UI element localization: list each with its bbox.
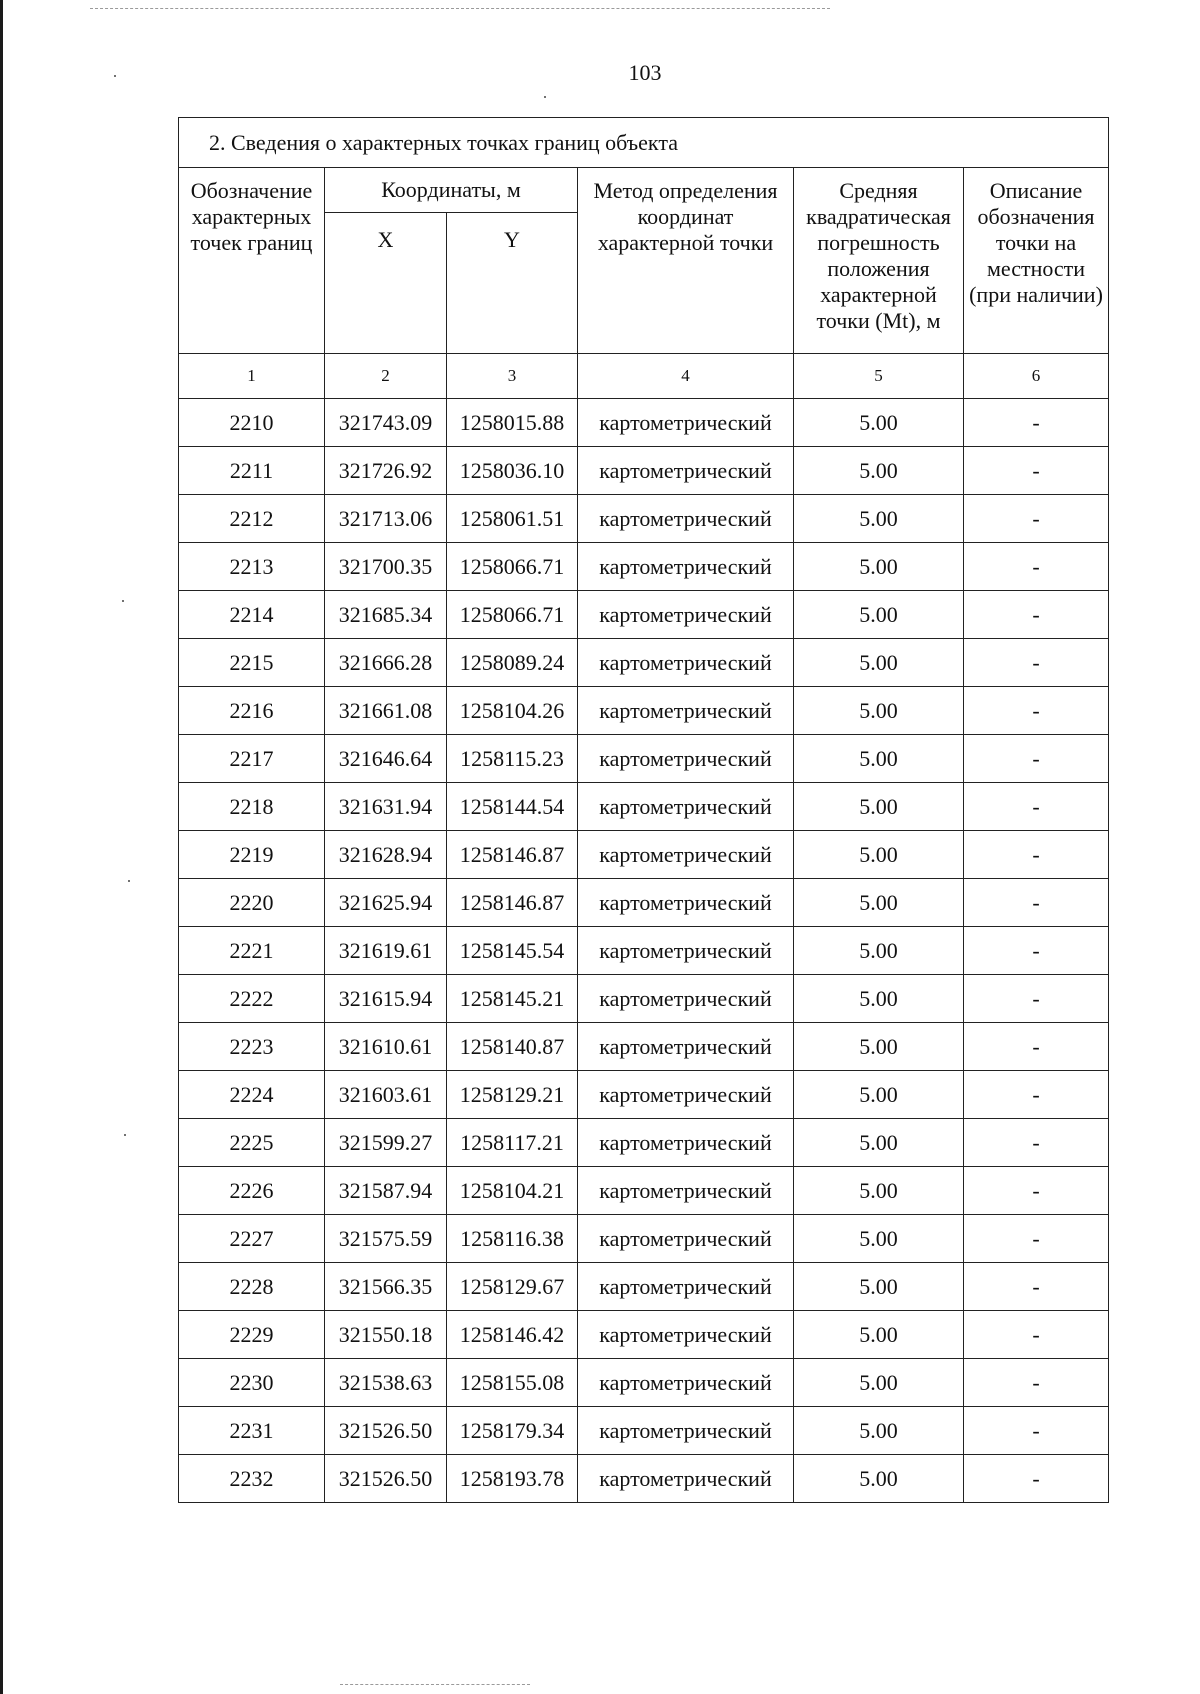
x-coordinate-cell: 321587.94 xyxy=(325,1167,447,1215)
point-id-cell: 2215 xyxy=(179,639,325,687)
description-cell: - xyxy=(964,831,1109,879)
x-coordinate-cell: 321566.35 xyxy=(325,1263,447,1311)
description-cell: - xyxy=(964,1263,1109,1311)
y-coordinate-cell: 1258117.21 xyxy=(447,1119,578,1167)
table-row xyxy=(179,1311,1109,1359)
x-coordinate-cell: 321526.50 xyxy=(325,1407,447,1455)
table-row xyxy=(179,1119,1109,1167)
error-cell: 5.00 xyxy=(794,543,964,591)
column-number-row xyxy=(179,354,1109,399)
x-coordinate-cell: 321526.50 xyxy=(325,1455,447,1503)
x-coordinate-cell: 321599.27 xyxy=(325,1119,447,1167)
y-coordinate-cell: 1258104.26 xyxy=(447,687,578,735)
point-id-cell: 2229 xyxy=(179,1311,325,1359)
table-row xyxy=(179,879,1109,927)
x-coordinate-cell: 321631.94 xyxy=(325,783,447,831)
x-coordinate-cell: 321700.35 xyxy=(325,543,447,591)
point-id-cell: 2213 xyxy=(179,543,325,591)
table-row xyxy=(179,1359,1109,1407)
error-cell: 5.00 xyxy=(794,831,964,879)
point-id-cell: 2210 xyxy=(179,399,325,447)
header-row-1 xyxy=(179,168,1109,213)
y-coordinate-cell: 1258193.78 xyxy=(447,1455,578,1503)
x-coordinate-cell: 321743.09 xyxy=(325,399,447,447)
scan-left-edge xyxy=(0,0,3,1694)
y-coordinate-cell: 1258140.87 xyxy=(447,1023,578,1071)
method-cell: картометрический xyxy=(578,1071,794,1119)
table-row xyxy=(179,495,1109,543)
y-coordinate-cell: 1258104.21 xyxy=(447,1167,578,1215)
scan-bottom-edge xyxy=(340,1684,530,1685)
method-cell: картометрический xyxy=(578,783,794,831)
method-cell: картометрический xyxy=(578,927,794,975)
y-coordinate-cell: 1258089.24 xyxy=(447,639,578,687)
point-id-cell: 2219 xyxy=(179,831,325,879)
table-row xyxy=(179,687,1109,735)
point-id-cell: 2214 xyxy=(179,591,325,639)
y-coordinate-cell: 1258129.67 xyxy=(447,1263,578,1311)
error-cell: 5.00 xyxy=(794,1263,964,1311)
point-id-cell: 2216 xyxy=(179,687,325,735)
error-cell: 5.00 xyxy=(794,639,964,687)
y-coordinate-cell: 1258061.51 xyxy=(447,495,578,543)
error-cell: 5.00 xyxy=(794,1071,964,1119)
y-coordinate-cell: 1258146.42 xyxy=(447,1311,578,1359)
boundary-points-table xyxy=(178,117,1109,1503)
description-cell: - xyxy=(964,543,1109,591)
y-coordinate-cell: 1258036.10 xyxy=(447,447,578,495)
header-method: Метод определения координат характерной точки xyxy=(578,168,794,354)
method-cell: картометрический xyxy=(578,975,794,1023)
error-cell: 5.00 xyxy=(794,783,964,831)
description-cell: - xyxy=(964,1455,1109,1503)
table-row xyxy=(179,927,1109,975)
description-cell: - xyxy=(964,879,1109,927)
point-id-cell: 2223 xyxy=(179,1023,325,1071)
method-cell: картометрический xyxy=(578,1455,794,1503)
error-cell: 5.00 xyxy=(794,735,964,783)
scan-speck xyxy=(124,1134,126,1136)
method-cell: картометрический xyxy=(578,735,794,783)
error-cell: 5.00 xyxy=(794,1215,964,1263)
table-row xyxy=(179,1407,1109,1455)
table-row xyxy=(179,1023,1109,1071)
column-number: 3 xyxy=(447,354,578,399)
description-cell: - xyxy=(964,1311,1109,1359)
x-coordinate-cell: 321726.92 xyxy=(325,447,447,495)
description-cell: - xyxy=(964,495,1109,543)
x-coordinate-cell: 321646.64 xyxy=(325,735,447,783)
description-cell: - xyxy=(964,1023,1109,1071)
error-cell: 5.00 xyxy=(794,927,964,975)
table-row xyxy=(179,783,1109,831)
point-id-cell: 2221 xyxy=(179,927,325,975)
y-coordinate-cell: 1258115.23 xyxy=(447,735,578,783)
scan-speck xyxy=(122,600,124,602)
point-id-cell: 2220 xyxy=(179,879,325,927)
method-cell: картометрический xyxy=(578,543,794,591)
error-cell: 5.00 xyxy=(794,447,964,495)
table-row xyxy=(179,543,1109,591)
description-cell: - xyxy=(964,975,1109,1023)
x-coordinate-cell: 321713.06 xyxy=(325,495,447,543)
table-row xyxy=(179,1215,1109,1263)
section-title: 2. Сведения о характерных точках границ объекта xyxy=(179,118,1109,168)
point-id-cell: 2230 xyxy=(179,1359,325,1407)
y-coordinate-cell: 1258015.88 xyxy=(447,399,578,447)
description-cell: - xyxy=(964,783,1109,831)
y-coordinate-cell: 1258145.54 xyxy=(447,927,578,975)
method-cell: картометрический xyxy=(578,1407,794,1455)
x-coordinate-cell: 321610.61 xyxy=(325,1023,447,1071)
description-cell: - xyxy=(964,591,1109,639)
x-coordinate-cell: 321615.94 xyxy=(325,975,447,1023)
x-coordinate-cell: 321575.59 xyxy=(325,1215,447,1263)
point-id-cell: 2217 xyxy=(179,735,325,783)
method-cell: картометрический xyxy=(578,879,794,927)
description-cell: - xyxy=(964,1071,1109,1119)
section-title-row xyxy=(179,118,1109,168)
error-cell: 5.00 xyxy=(794,1167,964,1215)
x-coordinate-cell: 321603.61 xyxy=(325,1071,447,1119)
point-id-cell: 2227 xyxy=(179,1215,325,1263)
error-cell: 5.00 xyxy=(794,687,964,735)
point-id-cell: 2222 xyxy=(179,975,325,1023)
error-cell: 5.00 xyxy=(794,1359,964,1407)
y-coordinate-cell: 1258179.34 xyxy=(447,1407,578,1455)
point-id-cell: 2232 xyxy=(179,1455,325,1503)
table-row xyxy=(179,1455,1109,1503)
point-id-cell: 2212 xyxy=(179,495,325,543)
column-number: 5 xyxy=(794,354,964,399)
error-cell: 5.00 xyxy=(794,591,964,639)
description-cell: - xyxy=(964,1359,1109,1407)
method-cell: картометрический xyxy=(578,1359,794,1407)
point-id-cell: 2218 xyxy=(179,783,325,831)
scan-top-edge xyxy=(90,8,830,9)
method-cell: картометрический xyxy=(578,639,794,687)
description-cell: - xyxy=(964,735,1109,783)
point-id-cell: 2225 xyxy=(179,1119,325,1167)
method-cell: картометрический xyxy=(578,1311,794,1359)
table-row xyxy=(179,1071,1109,1119)
column-number: 2 xyxy=(325,354,447,399)
y-coordinate-cell: 1258145.21 xyxy=(447,975,578,1023)
method-cell: картометрический xyxy=(578,1167,794,1215)
y-coordinate-cell: 1258116.38 xyxy=(447,1215,578,1263)
method-cell: картометрический xyxy=(578,1119,794,1167)
description-cell: - xyxy=(964,927,1109,975)
page-number: 103 xyxy=(628,60,662,85)
error-cell: 5.00 xyxy=(794,399,964,447)
method-cell: картометрический xyxy=(578,447,794,495)
header-coordinates: Координаты, м xyxy=(325,168,578,213)
header-description: Описание обозначения точки на местности (при наличии) xyxy=(964,168,1109,354)
method-cell: картометрический xyxy=(578,1023,794,1071)
method-cell: картометрический xyxy=(578,399,794,447)
header-y: Y xyxy=(447,213,578,354)
header-error: Средняя квадратическая погрешность положения характерной точки (Mt), м xyxy=(794,168,964,354)
error-cell: 5.00 xyxy=(794,1119,964,1167)
table-row xyxy=(179,1167,1109,1215)
y-coordinate-cell: 1258066.71 xyxy=(447,591,578,639)
point-id-cell: 2224 xyxy=(179,1071,325,1119)
point-id-cell: 2228 xyxy=(179,1263,325,1311)
scan-speck xyxy=(128,880,130,882)
column-number: 4 xyxy=(578,354,794,399)
table-row xyxy=(179,399,1109,447)
x-coordinate-cell: 321538.63 xyxy=(325,1359,447,1407)
x-coordinate-cell: 321661.08 xyxy=(325,687,447,735)
table-row xyxy=(179,447,1109,495)
description-cell: - xyxy=(964,687,1109,735)
method-cell: картометрический xyxy=(578,591,794,639)
point-id-cell: 2226 xyxy=(179,1167,325,1215)
y-coordinate-cell: 1258144.54 xyxy=(447,783,578,831)
description-cell: - xyxy=(964,399,1109,447)
error-cell: 5.00 xyxy=(794,975,964,1023)
error-cell: 5.00 xyxy=(794,879,964,927)
x-coordinate-cell: 321685.34 xyxy=(325,591,447,639)
x-coordinate-cell: 321619.61 xyxy=(325,927,447,975)
table-row xyxy=(179,831,1109,879)
description-cell: - xyxy=(964,1119,1109,1167)
y-coordinate-cell: 1258155.08 xyxy=(447,1359,578,1407)
y-coordinate-cell: 1258066.71 xyxy=(447,543,578,591)
description-cell: - xyxy=(964,447,1109,495)
x-coordinate-cell: 321666.28 xyxy=(325,639,447,687)
method-cell: картометрический xyxy=(578,831,794,879)
y-coordinate-cell: 1258146.87 xyxy=(447,831,578,879)
method-cell: картометрический xyxy=(578,1263,794,1311)
x-coordinate-cell: 321625.94 xyxy=(325,879,447,927)
y-coordinate-cell: 1258146.87 xyxy=(447,879,578,927)
description-cell: - xyxy=(964,639,1109,687)
header-x: X xyxy=(325,213,447,354)
x-coordinate-cell: 321628.94 xyxy=(325,831,447,879)
method-cell: картометрический xyxy=(578,687,794,735)
error-cell: 5.00 xyxy=(794,1407,964,1455)
y-coordinate-cell: 1258129.21 xyxy=(447,1071,578,1119)
column-number: 1 xyxy=(179,354,325,399)
point-id-cell: 2211 xyxy=(179,447,325,495)
x-coordinate-cell: 321550.18 xyxy=(325,1311,447,1359)
error-cell: 5.00 xyxy=(794,495,964,543)
description-cell: - xyxy=(964,1167,1109,1215)
scan-speck xyxy=(544,96,546,98)
header-point-id: Обозначение характерных точек границ xyxy=(179,168,325,354)
error-cell: 5.00 xyxy=(794,1311,964,1359)
error-cell: 5.00 xyxy=(794,1023,964,1071)
table-row xyxy=(179,591,1109,639)
table-row xyxy=(179,639,1109,687)
error-cell: 5.00 xyxy=(794,1455,964,1503)
column-number: 6 xyxy=(964,354,1109,399)
point-id-cell: 2231 xyxy=(179,1407,325,1455)
table-row xyxy=(179,735,1109,783)
method-cell: картометрический xyxy=(578,495,794,543)
method-cell: картометрический xyxy=(578,1215,794,1263)
table-row xyxy=(179,975,1109,1023)
description-cell: - xyxy=(964,1407,1109,1455)
description-cell: - xyxy=(964,1215,1109,1263)
table-row xyxy=(179,1263,1109,1311)
